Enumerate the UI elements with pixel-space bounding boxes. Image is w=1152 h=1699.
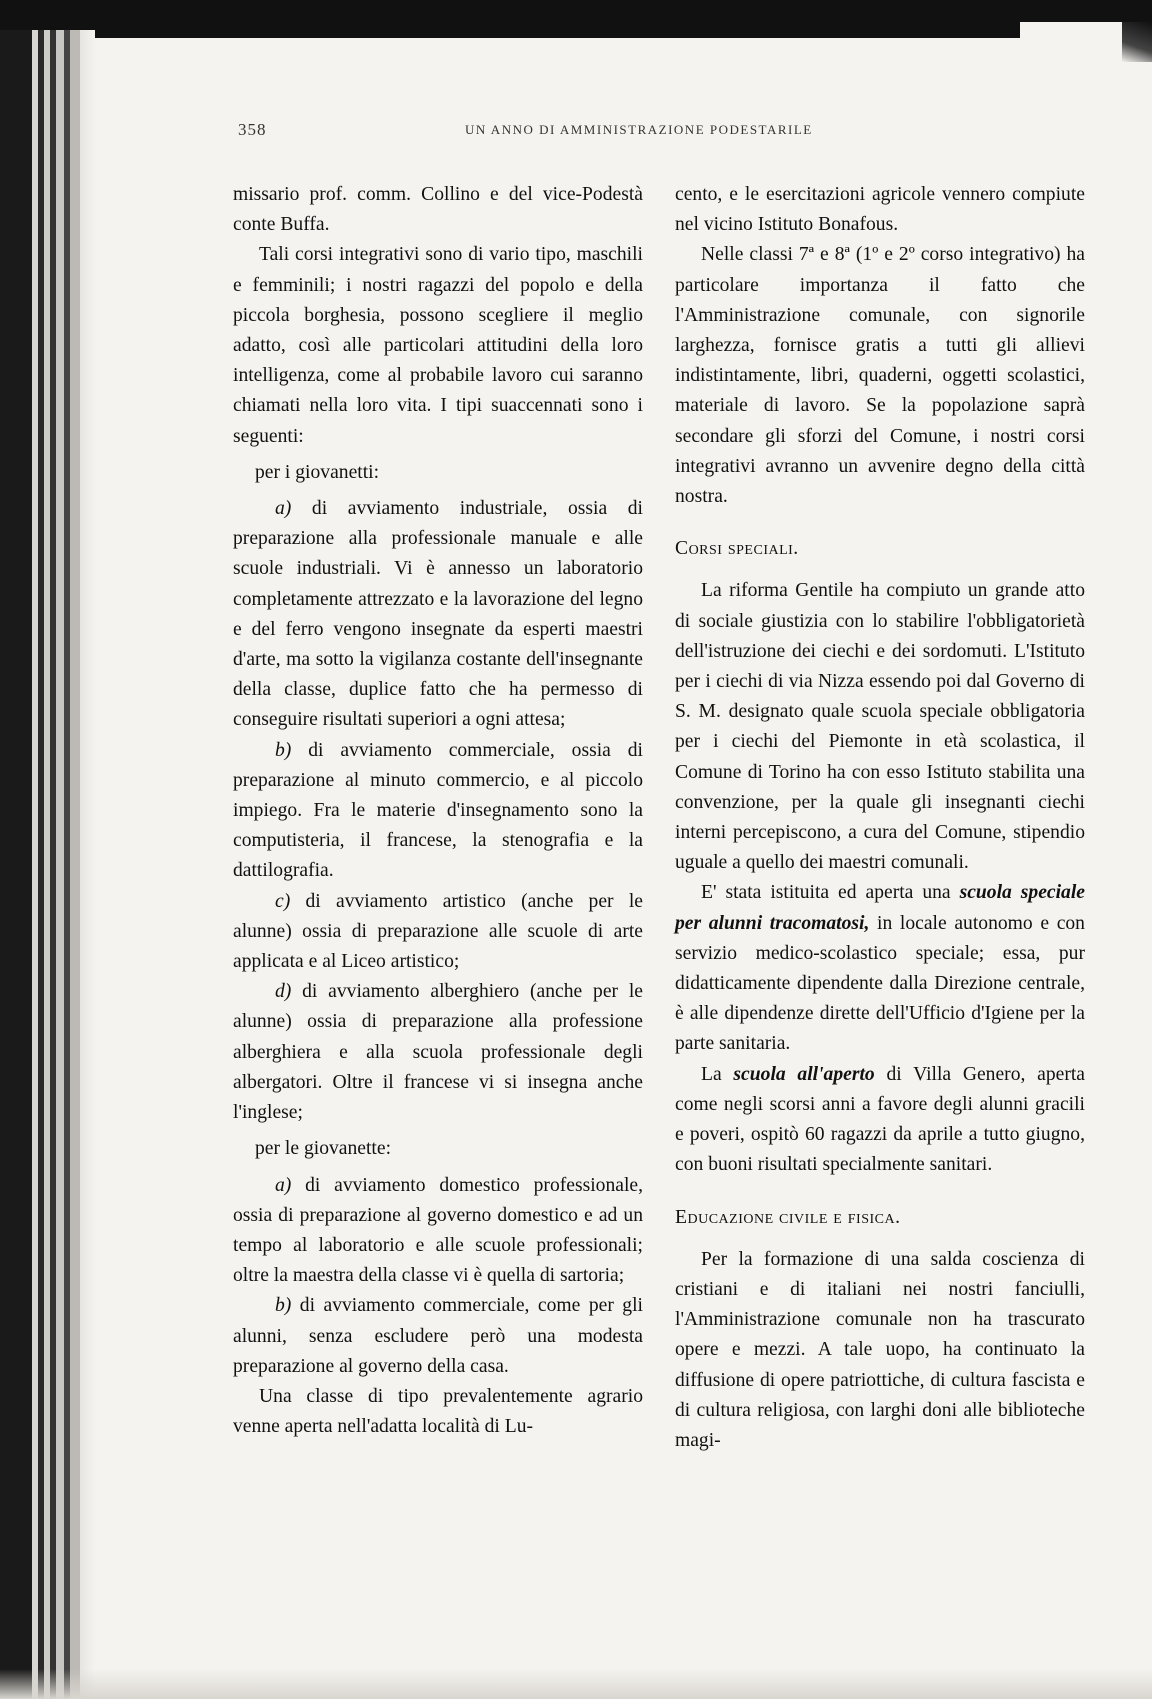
list-item-text: di avviamento industriale, ossia di preparazione alla professionale manuale e alle scuole industriali. Vi è annesso un laboratorio completamente attrezzato e la lavorazione del legno e del ferro vengono insegnate da esperti maestri d'arte, ma sotto la vigilanza costante dell'insegnante della classe, duplice fatto che ha permesso di conseguire risultati superiori a ogni attesa;: [233, 498, 643, 731]
list-letter: c): [275, 890, 291, 912]
running-title: UN ANNO DI AMMINISTRAZIONE PODESTARILE: [465, 122, 813, 137]
list-item: [233, 494, 643, 736]
list-letter: b): [275, 1295, 292, 1317]
list-item: [233, 1291, 643, 1382]
section-heading: Corsi speciali.: [675, 538, 799, 560]
text-run: di Villa Genero, aperta come negli scorsi anni a favore degli alunni gracili e poveri, ospitò 60 ragazzi da aprile a tutto giugno, con buoni risultati specialmente sanitari.: [675, 1063, 1085, 1176]
list-letter: a): [275, 1174, 292, 1196]
scan-corner-shadow: [1122, 22, 1152, 62]
list-item: [233, 977, 643, 1128]
paragraph: Per la formazione di una salda coscienza di cristiani e di italiani nei nostri fanciulli, l'Amministrazione comunale non ha trascurato opere e mezzi. A tale uopo, ha continuato la diffusione di opere patriottiche, di cultura fascista e di cultura religiosa, con larghi doni alle biblioteche magi-: [675, 1248, 1085, 1451]
paragraph: missario prof. comm. Collino e del vice-Podestà conte Buffa.: [233, 184, 643, 236]
left-column: [233, 180, 643, 1442]
list-item-text: di avviamento commerciale, come per gli alunni, senza escludere però una modesta preparazione al governo della casa.: [233, 1295, 643, 1377]
scan-top-edge: [0, 0, 1020, 38]
paragraph: Una classe di tipo prevalentemente agrario venne aperta nell'adatta località di Lu-: [233, 1385, 643, 1438]
list-letter: d): [275, 981, 292, 1003]
list-letter: b): [275, 739, 292, 761]
scan-top-edge-right: [1000, 0, 1152, 22]
list-item-text: di avviamento commerciale, ossia di preparazione al minuto commercio, e al piccolo impiego. Fra le materie d'insegnamento sono la computisteria, il francese, la stenografia e la dattilografia.: [233, 739, 643, 882]
paragraph: La riforma Gentile ha compiuto un grande atto di sociale giustizia con lo stabilire l'obbligatorietà dell'istruzione dei ciechi e dei sordomuti. L'Istituto per i ciechi di via Nizza essendo poi dal Governo di S. M. designato quale scuola speciale obbligatoria per i ciechi del Piemonte in età scolastica, il Comune di Torino ha con esso Istituto stabilita una convenzione, per la quale gli insegnanti ciechi interni percepiscono, a cura del Comune, stipendio uguale a quello dei maestri comunali.: [675, 580, 1085, 874]
book-page: [233, 120, 1103, 1451]
list-item: [233, 1171, 643, 1292]
paragraph: Tali corsi integrativi sono di vario tipo, maschili e femminili; i nostri ragazzi del popolo e della piccola borghesia, possono scegliere il meglio adatto, così alle particolari attitudini della loro intelligenza, come al probabile lavoro cui saranno chiamati nella loro vita. I tipi suaccennati sono i seguenti:: [233, 244, 643, 447]
paragraph: [675, 1060, 1085, 1181]
text-run: in locale autonomo e con servizio medico-scolastico speciale; essa, pur didatticamente dipendente dalla Direzione centrale, è alle dipendenze dirette dell'Ufficio d'Igiene per la parte sanitaria.: [675, 912, 1085, 1055]
paragraph: [675, 878, 1085, 1059]
emphasis: scuola all'aperto: [733, 1063, 875, 1085]
page-number: 358: [238, 120, 267, 139]
paragraph: cento, e le esercitazioni agricole vennero compiute nel vicino Istituto Bonafous.: [675, 184, 1085, 236]
list-item: [233, 736, 643, 887]
text-run: La: [701, 1063, 734, 1085]
scan-bottom-shadow: [0, 1669, 1152, 1699]
list-item: [233, 887, 643, 978]
paragraph: Nelle classi 7ª e 8ª (1º e 2º corso integrativo) ha particolare importanza il fatto che l'Amministrazione comunale, con signorile larghezza, fornisce gratis a tutti gli allievi indistintamente, libri, quaderni, oggetti scolastici, materiale di lavoro. Se la popolazione saprà secondare gli sforzi del Comune, i nostri corsi integrativi avranno un avvenire degno della città nostra.: [675, 244, 1085, 508]
list-lead: per le giovanette:: [255, 1138, 392, 1160]
list-item-text: di avviamento artistico (anche per le alunne) ossia di preparazione alle scuole di arte applicata e al Liceo artistico;: [233, 890, 643, 973]
list-item-text: di avviamento alberghiero (anche per le alunne) ossia di preparazione alla professione alberghiera e alla scuola professionale degli albergatori. Oltre il francese vi si insegna anche l'inglese;: [233, 981, 643, 1124]
list-lead: per i giovanetti:: [255, 461, 380, 483]
text-run: E' stata istituita ed aperta una: [701, 882, 960, 904]
book-gutter: [0, 30, 95, 1699]
section-heading: Educazione civile e fisica.: [675, 1206, 901, 1228]
right-column: [675, 180, 1085, 1456]
emphasis: scuola speciale per alunni tracomatosi,: [675, 882, 1085, 934]
list-item-text: di avviamento domestico professionale, ossia di preparazione al governo domestico e ad un tempo al laboratorio e alle scuole professionali; oltre la maestra della classe vi è quella di sartoria;: [233, 1174, 643, 1287]
running-head: [233, 120, 1103, 150]
list-letter: a): [275, 498, 292, 520]
